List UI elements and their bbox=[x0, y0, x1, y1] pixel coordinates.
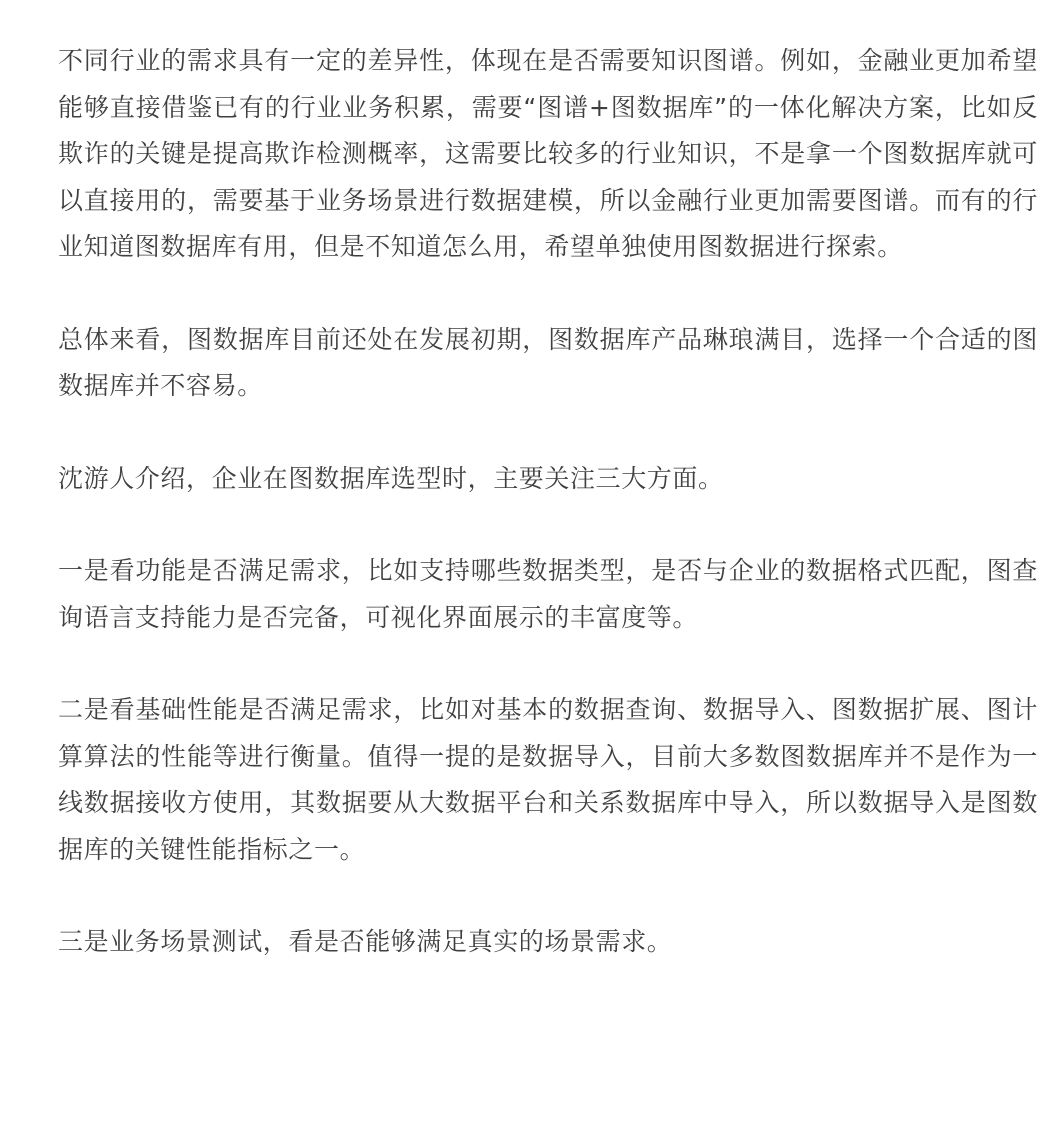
paragraph-industry-needs: 不同行业的需求具有一定的差异性，体现在是否需要知识图谱。例如，金融业更加希望能够直接借鉴已有的行业业务积累，需要“图谱+图数据库”的一体化解决方案，比如反欺诈的关键是提高欺诈检测概率，这需要比较多的行业知识，不是拿一个图数据库就可以直接用的，需要基于业务场景进行数据建模，所以金融行业更加需要图谱。而有的行业知道图数据库有用，但是不知道怎么用，希望单独使用图数据进行探索。 bbox=[58, 46, 1038, 261]
paragraph-overview: 总体来看，图数据库目前还处在发展初期，图数据库产品琳琅满目，选择一个合适的图数据库并不容易。 bbox=[58, 324, 1038, 400]
paragraph-function: 一是看功能是否满足需求，比如支持哪些数据类型，是否与企业的数据格式匹配，图查询语言支持能力是否完备，可视化界面展示的丰富度等。 bbox=[58, 556, 1038, 632]
paragraph-intro: 沈游人介绍，企业在图数据库选型时，主要关注三大方面。 bbox=[58, 463, 724, 493]
paragraph-scenario-test: 三是业务场景测试，看是否能够满足真实的场景需求。 bbox=[58, 927, 673, 956]
article-body bbox=[58, 38, 1038, 966]
paragraph-performance: 二是看基础性能是否满足需求，比如对基本的数据查询、数据导入、图数据扩展、图计算算法的性能等进行衡量。值得一提的是数据导入，目前大多数图数据库并不是作为一线数据接收方使用，其数据要从大数据平台和关系数据库中导入，所以数据导入是图数据库的关键性能指标之一。 bbox=[58, 695, 1038, 864]
